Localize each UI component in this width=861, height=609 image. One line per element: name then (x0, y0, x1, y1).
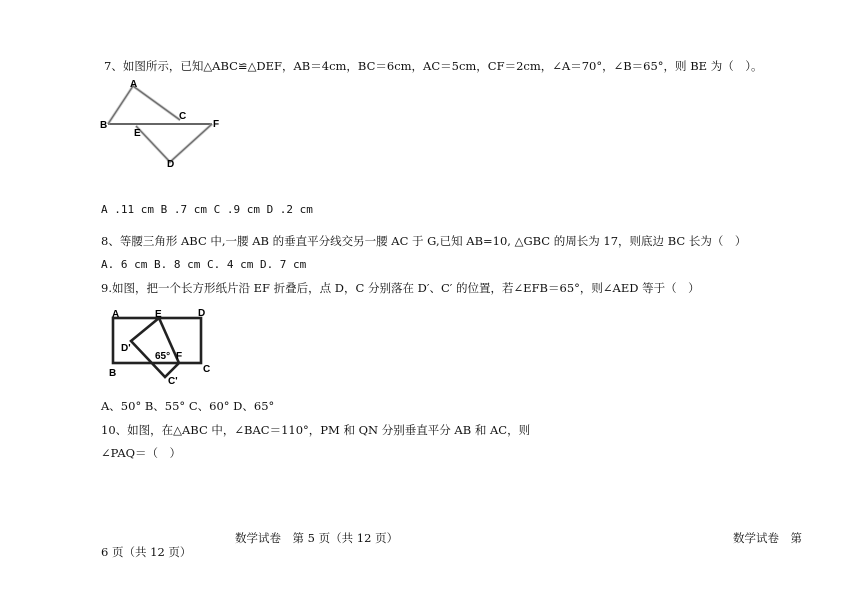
footer-right: 数学试卷 第 (733, 531, 802, 545)
label-b: B (100, 120, 108, 131)
footer-continued: 6 页（共 12 页） (101, 545, 192, 559)
label-d-prime: D' (121, 343, 131, 354)
label-c: C (203, 364, 211, 375)
triangle-def-edges (136, 124, 212, 162)
label-a: A (130, 80, 138, 90)
label-c-prime: C' (168, 376, 178, 387)
q7-stem: 7、如图所示，已知△ABC≌△DEF，AB＝4cm，BC＝6cm，AC＝5cm，CF＝2cm，∠A＝70°，∠B＝65°，则 BE 为（ ）。 (104, 59, 763, 73)
q9-options: A、50° B、55° C、60° D、65° (101, 399, 275, 413)
footer-left: 数学试卷 第 5 页（共 12 页） (235, 531, 399, 545)
label-a: A (112, 309, 120, 320)
label-d: D (198, 308, 206, 319)
q7-options: A .11 cm B .7 cm C .9 cm D .2 cm (101, 203, 313, 216)
label-b: B (109, 368, 117, 379)
label-e: E (155, 309, 162, 320)
q8-stem: 8、等腰三角形 ABC 中,一腰 AB 的垂直平分线交另一腰 AC 于 G,已知 AB=10, △GBC 的周长为 17，则底边 BC 长为（ ） (101, 234, 747, 248)
q7-figure (100, 80, 230, 170)
q9-figure (103, 305, 218, 390)
label-f: F (176, 351, 183, 362)
q9-stem: 9.如图，把一个长方形纸片沿 EF 折叠后，点 D，C 分别落在 D′、C′ 的位置，若∠EFB＝65°，则∠AED 等于（ ） (101, 281, 700, 295)
q10-stem-line2: ∠PAQ＝（ ） (101, 446, 182, 460)
label-d: D (167, 159, 175, 170)
label-f: F (213, 119, 220, 130)
label-c: C (179, 111, 187, 122)
q8-options: A. 6 cm B. 8 cm C. 4 cm D. 7 cm (101, 258, 307, 271)
q10-stem-line1: 10、如图，在△ABC 中，∠BAC＝110°，PM 和 QN 分别垂直平分 AB 和 AC，则 (101, 423, 531, 437)
label-e: E (134, 128, 141, 139)
angle-65: 65° (155, 351, 171, 362)
